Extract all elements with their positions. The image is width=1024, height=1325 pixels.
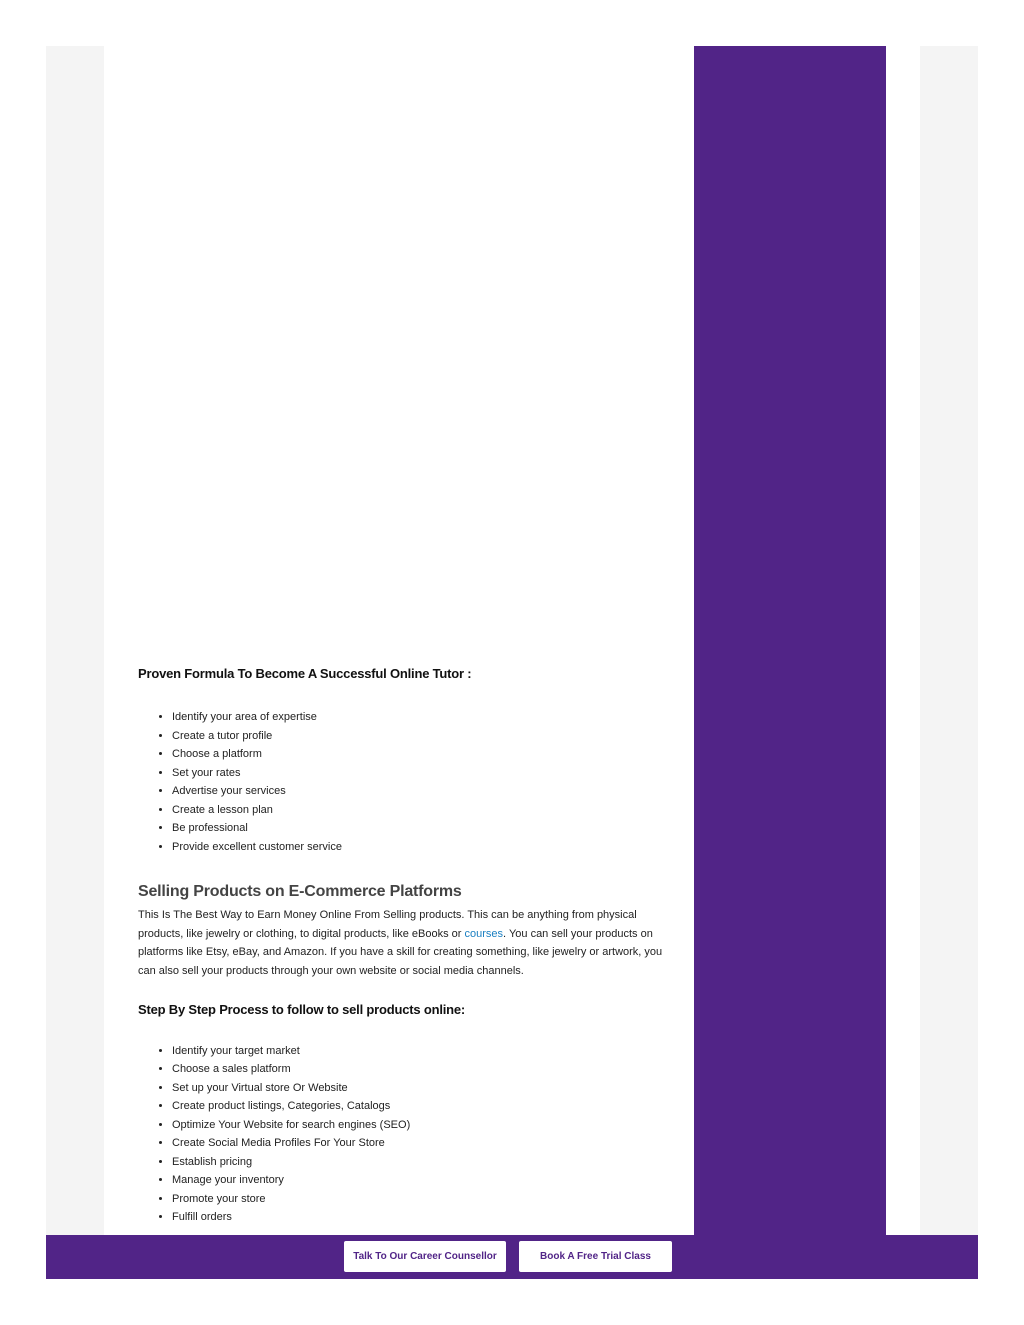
list-item: • Establish pricing <box>172 1153 668 1172</box>
book-free-trial-button[interactable]: Book A Free Trial Class <box>519 1241 672 1272</box>
page-frame <box>46 46 978 1279</box>
list-item: • Create product listings, Categories, Catalogs <box>172 1097 668 1116</box>
talk-to-counsellor-button[interactable]: Talk To Our Career Counsellor <box>344 1241 506 1272</box>
list-item: • Fulfill orders <box>172 1208 668 1227</box>
sticky-cta-bar <box>46 1235 978 1279</box>
list-item: • Manage your inventory <box>172 1171 668 1190</box>
list-item: • Choose a sales platform <box>172 1060 668 1079</box>
list-item: • Optimize Your Website for search engines (SEO) <box>172 1116 668 1135</box>
right-gutter <box>886 46 920 1235</box>
article-body <box>138 666 668 1227</box>
tutor-formula-heading: Proven Formula To Become A Successful Online Tutor : <box>138 666 472 681</box>
courses-link[interactable]: courses <box>464 927 504 940</box>
tutor-steps-list <box>138 708 668 856</box>
list-item: • Advertise your services <box>172 782 668 801</box>
ecommerce-paragraph <box>138 906 668 981</box>
list-item: • Create a lesson plan <box>172 801 668 820</box>
ecommerce-heading: Selling Products on E-Commerce Platforms <box>138 883 462 900</box>
paragraph-text: This Is The Best Way to Earn Money Online From Selling products. This can be anything from physical products, like jewelry or clothing, to digital products, like eBooks or <box>138 909 637 940</box>
list-item: • Choose a platform <box>172 745 668 764</box>
list-item: • Create a tutor profile <box>172 727 668 746</box>
list-item: • Identify your area of expertise <box>172 708 668 727</box>
sell-steps-heading: Step By Step Process to follow to sell products online: <box>138 1001 466 1017</box>
list-item: • Set up your Virtual store Or Website <box>172 1079 668 1098</box>
paragraph-text: . You can sell your products on platforms like Etsy, eBay, and Amazon. If you have a skill for creating something, like jewelry or artwork, you can also sell your products through your own website or social media channels. <box>138 927 663 978</box>
list-item: • Be professional <box>172 819 668 838</box>
list-item: • Set your rates <box>172 764 668 783</box>
list-item: • Identify your target market <box>172 1042 668 1061</box>
main-content <box>104 46 694 1235</box>
list-item: • Promote your store <box>172 1190 668 1209</box>
list-item: • Provide excellent customer service <box>172 838 668 857</box>
list-item: • Create Social Media Profiles For Your Store <box>172 1134 668 1153</box>
sidebar-panel <box>694 46 886 1279</box>
sell-steps-list <box>138 1042 668 1227</box>
